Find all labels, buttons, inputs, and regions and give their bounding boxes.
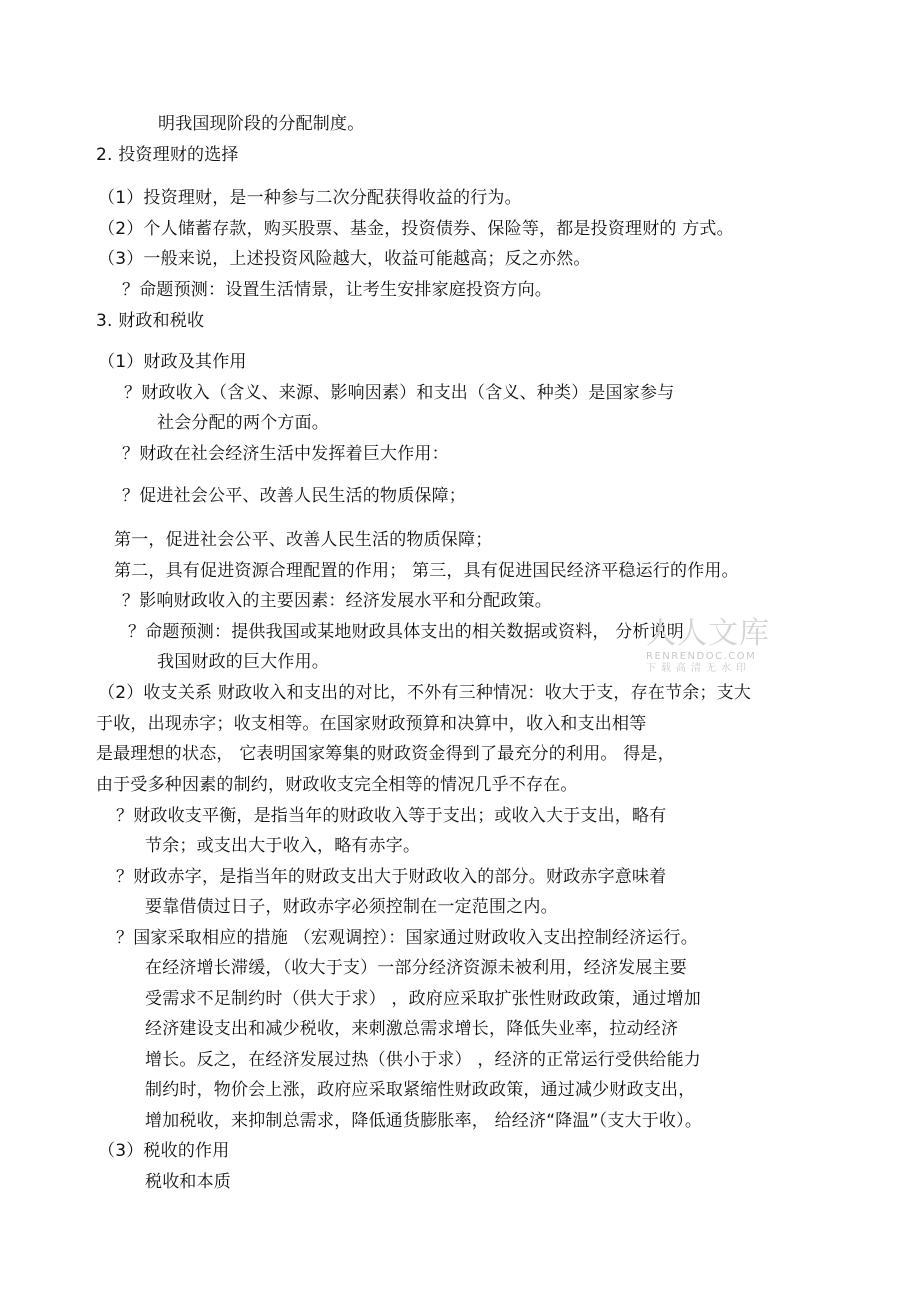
text-line-24: ？财政赤字，是指当年的财政支出大于财政收入的部分。财政赤字意味着 [116, 867, 667, 887]
text-line-29: 经济建设支出和减少税收，来刺激总需求增长，降低失业率，拉动经济 [145, 1019, 679, 1039]
text-line-25: 要靠借债过日子，财政赤字必须控制在一定范围之内。 [145, 897, 558, 917]
text-line-1: 明我国现阶段的分配制度。 [158, 114, 365, 134]
text-line-28: 受需求不足制约时（供大于求） ，政府应采取扩张性财政政策，通过增加 [145, 989, 702, 1009]
text-line-10: 社会分配的两个方面。 [157, 413, 329, 433]
text-line-34: 税收和本质 [145, 1172, 231, 1192]
text-line-12: ？促进社会公平、改善人民生活的物质保障； [122, 486, 466, 506]
text-line-21: 由于受多种因素的制约，财政收支完全相等的情况几乎不存在。 [96, 775, 578, 795]
text-line-26: ？国家采取相应的措施 （宏观调控）：国家通过财政收入支出控制经济运行。 [116, 928, 698, 948]
text-line-15: ？影响财政收入的主要因素：经济发展水平和分配政策。 [122, 591, 552, 611]
text-line-5: （3）一般来说，上述投资风险越大，收益可能越高；反之亦然。 [98, 249, 591, 269]
text-line-11: ？财政在社会经济生活中发挥着巨大作用： [122, 444, 449, 464]
watermark-tagline: 下载高清无水印 [646, 663, 751, 674]
watermark [646, 617, 776, 679]
subsection-heading-tax: （3）税收的作用 [98, 1141, 230, 1161]
text-line-19: 于收，出现赤字；收支相等。在国家财政预算和决算中，收入和支出相等 [96, 714, 647, 734]
text-line-27: 在经济增长滞缓，（收大于支）一部分经济资源未被利用，经济发展主要 [145, 958, 687, 978]
text-line-32: 增加税收，来抑制总需求，降低通货膨胀率， 给经济“降温”（支大于收）。 [145, 1111, 703, 1131]
text-line-30: 增长。反之，在经济发展过热（供小于求） ，经济的正常运行受供给能力 [145, 1050, 702, 1070]
text-line-14: 第二，具有促进资源合理配置的作用； 第三，具有促进国民经济平稳运行的作用。 [114, 561, 739, 581]
text-line-31: 制约时，物价会上涨，政府应采取紧缩性财政政策，通过减少财政支出， [145, 1080, 696, 1100]
section-heading-finance-tax: 3. 财政和税收 [96, 311, 205, 331]
text-line-17: 我国财政的巨大作用。 [157, 652, 329, 672]
text-line-3: （1）投资理财，是一种参与二次分配获得收益的行为。 [98, 188, 522, 208]
text-line-4: （2）个人储蓄存款，购买股票、基金，投资债券、保险等，都是投资理财的 方式。 [98, 219, 734, 239]
text-line-22: ？财政收支平衡，是指当年的财政收入等于支出；或收入大于支出，略有 [116, 806, 667, 826]
text-line-16: ？命题预测：提供我国或某地财政具体支出的相关数据或资料， 分析说明 [128, 622, 685, 642]
watermark-domain: RENRENDOC.COM [646, 651, 757, 662]
text-line-9: ？财政收入（含义、来源、影响因素）和支出（含义、种类）是国家参与 [124, 383, 675, 403]
watermark-logo: 人人文库 [646, 616, 770, 651]
subsection-heading-finance: （1）财政及其作用 [98, 352, 247, 372]
text-line-6: ？命题预测：设置生活情景，让考生安排家庭投资方向。 [122, 280, 552, 300]
text-line-20: 是最理想的状态， 它表明国家筹集的财政资金得到了最充分的利用。 得是， [96, 744, 675, 764]
section-heading-investment: 2. 投资理财的选择 [96, 145, 239, 165]
text-line-23: 节余；或支出大于收入，略有赤字。 [145, 836, 421, 856]
text-line-13: 第一，促进社会公平、改善人民生活的物质保障； [114, 530, 493, 550]
subsection-heading-balance: （2）收支关系 财政收入和支出的对比，不外有三种情况：收大于支，存在节余；支大 [98, 683, 752, 703]
